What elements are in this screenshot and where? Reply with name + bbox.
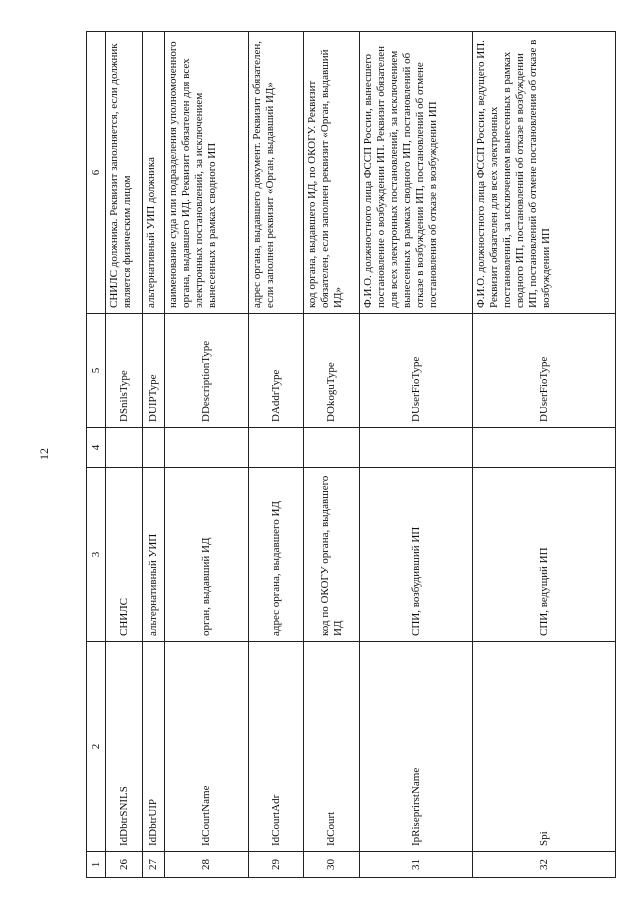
column-header: 5 — [87, 314, 106, 428]
element-name: IdDbtrSNILS — [106, 642, 143, 852]
element-name: IdCourt — [304, 642, 360, 852]
row-number: 32 — [473, 852, 616, 878]
requisite-name: код по ОКОГУ органа, выдавшего ИД — [304, 468, 360, 642]
data-type: DOkoguType — [304, 314, 360, 428]
element-name: IdCourtName — [165, 642, 249, 852]
description: наименование суда или подразделения уполномоченного органа, выдавшего ИД. Реквизит обязателен для всех электронных постановлений, за исключением вынесенных в рамках сводного ИП — [165, 32, 249, 314]
requirement-cell — [165, 428, 249, 468]
row-number: 26 — [106, 852, 143, 878]
table-row — [304, 32, 360, 878]
page-number: 12 — [37, 448, 51, 460]
description: СНИЛС должника. Реквизит заполняется, если должник является физическим лицом — [106, 32, 143, 314]
table-row — [473, 32, 616, 878]
row-number: 27 — [143, 852, 165, 878]
data-type: DUserFioType — [473, 314, 616, 428]
requisites-table — [86, 31, 616, 878]
column-header: 2 — [87, 642, 106, 852]
column-header: 6 — [87, 32, 106, 314]
description: Ф.И.О. должностного лица ФССП России, вынесшего постановление о возбуждении ИП. Реквизит обязателен для всех электронных постановлений, за исключением вынесенных в рамках сводного ИП, постановлений об отказе в возбуждении ИП, постановлений об отмене постановления об отказе в возбуждении ИП — [360, 32, 473, 314]
row-number: 29 — [249, 852, 304, 878]
requisite-name: СПИ, возбудивший ИП — [360, 468, 473, 642]
row-number: 30 — [304, 852, 360, 878]
data-type: DSnilsType — [106, 314, 143, 428]
row-number: 28 — [165, 852, 249, 878]
data-type: DDescriptionType — [165, 314, 249, 428]
header-row — [87, 32, 106, 878]
column-header: 3 — [87, 468, 106, 642]
requisite-name: СПИ, ведущий ИП — [473, 468, 616, 642]
description: альтернативный УИП должника — [143, 32, 165, 314]
table-row — [249, 32, 304, 878]
requisite-name: альтернативный УИП — [143, 468, 165, 642]
element-name: IdDbtrUIP — [143, 642, 165, 852]
column-header: 4 — [87, 428, 106, 468]
table-row — [360, 32, 473, 878]
requirement-cell — [473, 428, 616, 468]
requisite-name: адрес органа, выдавшего ИД — [249, 468, 304, 642]
table-row — [165, 32, 249, 878]
data-type: DUserFioType — [360, 314, 473, 428]
description: код органа, выдавшего ИД, по ОКОГУ. Реквизит обязателен, если заполнен реквизит «Орган, выдавший ИД» — [304, 32, 360, 314]
data-type: DAddrType — [249, 314, 304, 428]
element-name: IdCourtAdr — [249, 642, 304, 852]
description: адрес органа, выдавшего документ. Реквизит обязателен, если заполнен реквизит «Орган, выдавший ИД» — [249, 32, 304, 314]
requirement-cell — [106, 428, 143, 468]
requirement-cell — [304, 428, 360, 468]
requirement-cell — [249, 428, 304, 468]
description: Ф.И.О. должностного лица ФССП России, ведущего ИП. Реквизит обязателен для всех электронных постановлений, за исключением вынесенных в рамках сводного ИП, постановлений об отказе в возбуждении ИП, постановлений об отмене постановления об отказе в возбуждении ИП — [473, 32, 616, 314]
data-type: DUIPType — [143, 314, 165, 428]
element-name: IpRiseprirstName — [360, 642, 473, 852]
column-header: 1 — [87, 852, 106, 878]
row-number: 31 — [360, 852, 473, 878]
element-name: Spi — [473, 642, 616, 852]
table-row — [143, 32, 165, 878]
requisite-name: СНИЛС — [106, 468, 143, 642]
requirement-cell — [143, 428, 165, 468]
table-row — [106, 32, 143, 878]
requisite-name: орган, выдавший ИД — [165, 468, 249, 642]
requirement-cell — [360, 428, 473, 468]
rotated-table-container — [86, 32, 616, 878]
